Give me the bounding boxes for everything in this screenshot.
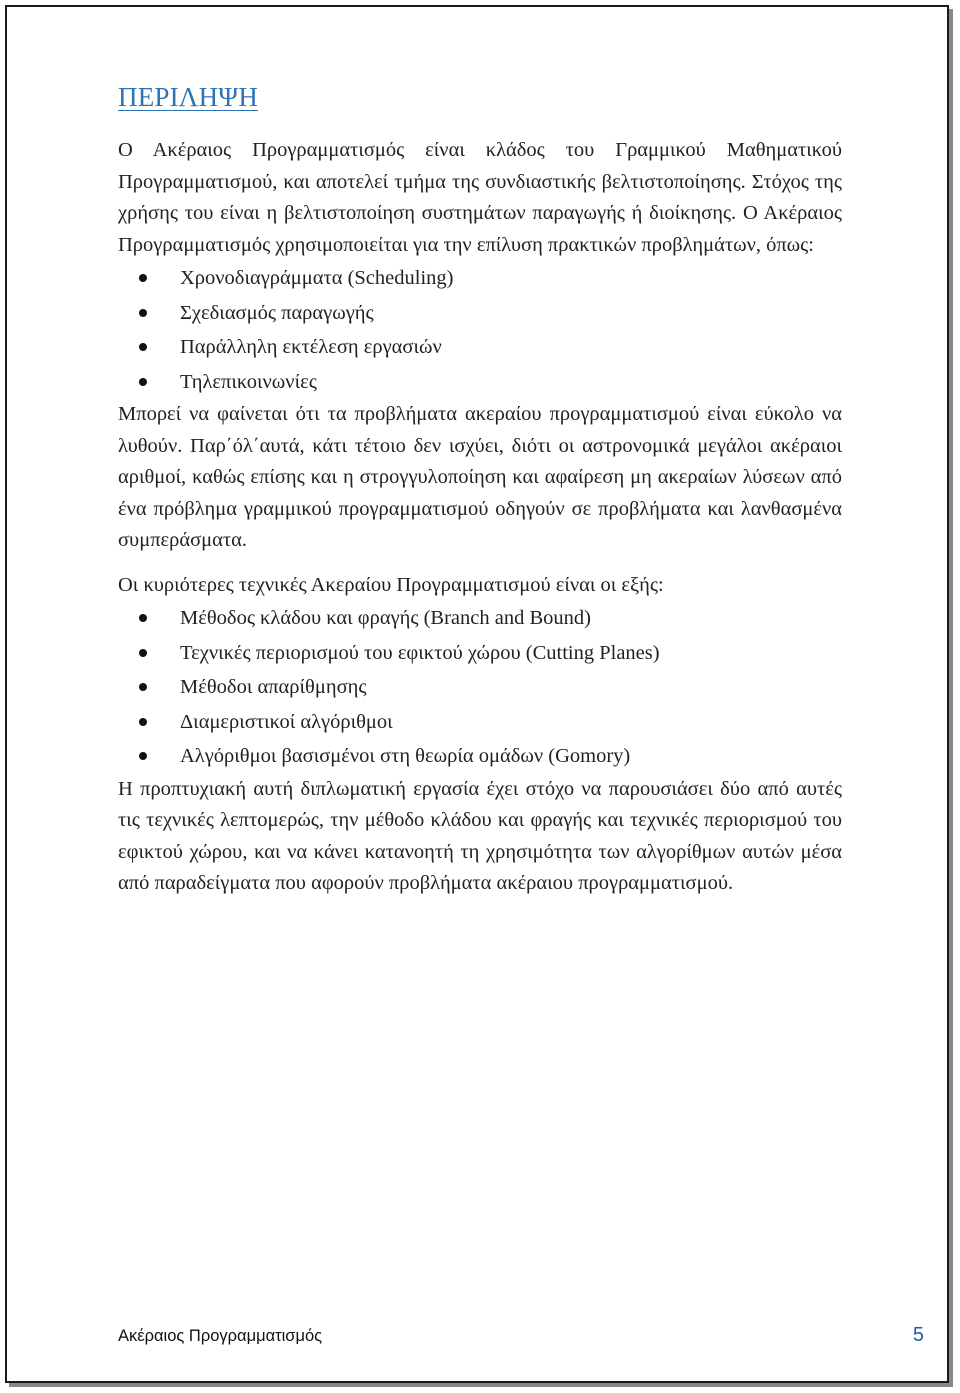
list-item: Χρονοδιαγράμματα (Scheduling) (118, 261, 842, 296)
techniques-list (118, 601, 842, 774)
thesis-paragraph: Η προπτυχιακή αυτή διπλωματική εργασία έχει στόχο να παρουσιάσει δύο από αυτές τις τεχνικές λεπτομερώς, την μέθοδο κλάδου και φραγής και τεχνικές περιορισμού του εφικτού χώρου, και να κάνει κατανοητή τη χρησιμότητα των αλγορίθμων αυτών μέσα από παραδείγματα που αφορούν προβλήματα ακέραιου προγραμματισμού. (118, 777, 842, 894)
techniques-intro: Οι κυριότερες τεχνικές Ακεραίου Προγραμματισμού είναι οι εξής: (118, 573, 664, 596)
page-footer (118, 1325, 924, 1355)
list-item: Αλγόριθμοι βασισμένοι στη θεωρία ομάδων (Gomory) (118, 739, 842, 774)
list-item: Παράλληλη εκτέλεση εργασιών (118, 330, 842, 365)
page-number: 5 (912, 1324, 924, 1346)
footer-title: Ακέραιος Προγραμματισμός (118, 1327, 323, 1345)
page-content (118, 82, 842, 900)
difficulty-paragraph: Μπορεί να φαίνεται ότι τα προβλήματα ακεραίου προγραμματισμού είναι εύκολο να λυθούν. Παρ΄όλ΄αυτά, κάτι τέτοιο δεν ισχύει, διότι οι αστρονομικά μεγάλοι ακέραιοι αριθμοί, καθώς επίσης και η στρογγυλοποίηση και αφαίρεση μη ακεραίων λύσεων από ένα πρόβλημα γραμμικού προγραμματισμού οδηγούν σε προβλήματα και λανθασμένα συμπεράσματα. (118, 403, 842, 551)
list-item: Σχεδιασμός παραγωγής (118, 296, 842, 331)
list-item: Μέθοδος κλάδου και φραγής (Branch and Bound) (118, 601, 842, 636)
list-item: Τεχνικές περιορισμού του εφικτού χώρου (Cutting Planes) (118, 636, 842, 671)
list-item: Διαμεριστικοί αλγόριθμοι (118, 705, 842, 740)
applications-list (118, 261, 842, 399)
intro-paragraph: Ο Ακέραιος Προγραμματισμός είναι κλάδος του Γραμμικού Μαθηματικού Προγραμματισμού, και αποτελεί τμήμα της συνδιαστικής βελτιστοποίησης. Στόχος της χρήσης του είναι η βελτιστοποίηση συστημάτων παραγωγής ή διοίκησης. Ο Ακέραιος Προγραμματισμός χρησιμοποιείται για την επίλυση πρακτικών προβλημάτων, όπως: (118, 139, 842, 256)
page-heading: ΠΕΡΙΛΗΨΗ (118, 82, 259, 112)
list-item: Μέθοδοι απαρίθμησης (118, 670, 842, 705)
list-item: Τηλεπικοινωνίες (118, 365, 842, 400)
